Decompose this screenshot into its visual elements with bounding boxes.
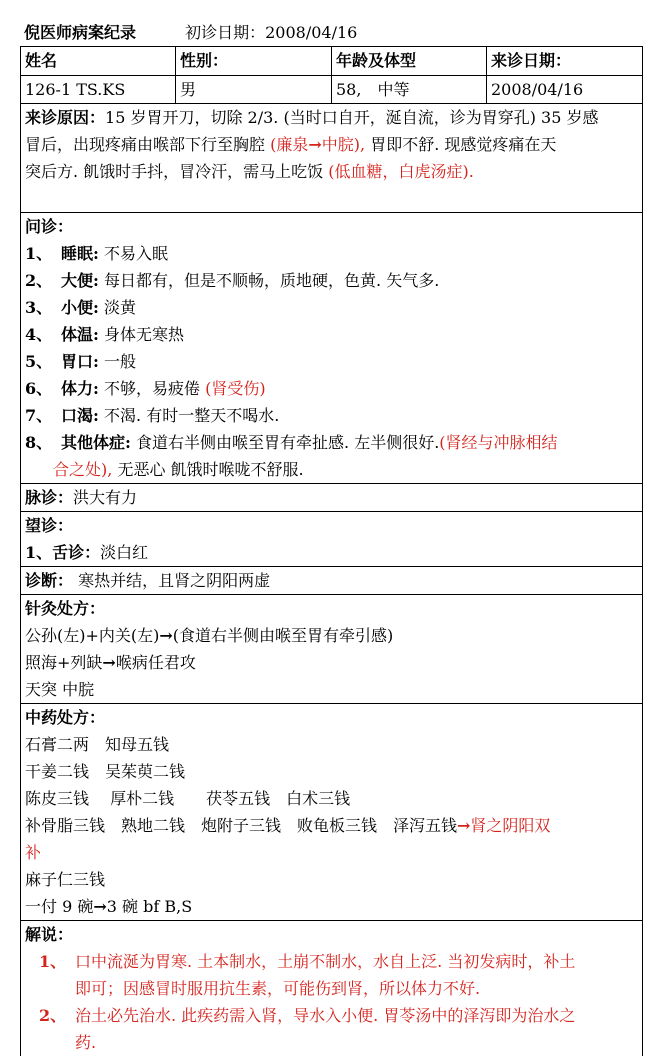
inquiry-item-8-cont bbox=[25, 456, 638, 483]
item-value: 淡黄 bbox=[104, 298, 136, 317]
item-text-cont: 即可；因感冒时服用抗生素，可能伤到肾，所以体力不好. bbox=[25, 975, 638, 1002]
item-note: (肾经与冲脉相结 bbox=[439, 433, 557, 452]
inquiry-title: 问诊： bbox=[25, 213, 638, 240]
herbs-line4c: 补 bbox=[25, 839, 638, 866]
item-key: 睡眠: bbox=[61, 244, 99, 263]
reason-line3b: (低血糖，白虎汤症). bbox=[328, 162, 474, 181]
acu-line3: 天突 中脘 bbox=[25, 676, 638, 703]
herbs-line6b: 3 碗 bf B,S bbox=[107, 897, 192, 916]
item-key: 体温: bbox=[61, 325, 99, 344]
item-value: 不易入眠 bbox=[104, 244, 168, 263]
reason-section bbox=[25, 104, 638, 185]
explanation-item-2 bbox=[25, 1002, 638, 1029]
item-content bbox=[51, 321, 638, 348]
right-arrow-icon: → bbox=[93, 897, 106, 916]
item-content bbox=[51, 267, 638, 294]
right-arrow-icon: → bbox=[308, 135, 321, 154]
acupuncture-title: 针灸处方： bbox=[25, 595, 638, 622]
visit-date-header: 来诊日期： bbox=[487, 47, 643, 76]
reason-label: 来诊原因： bbox=[25, 108, 105, 127]
age-value: 58, 中等 bbox=[332, 76, 487, 104]
right-arrow-icon: → bbox=[102, 653, 115, 672]
item-text-cont: 药. bbox=[25, 1029, 638, 1056]
item-note: (肾受伤) bbox=[205, 379, 266, 398]
explanation-title: 解说： bbox=[25, 921, 638, 948]
herbs-line2: 干姜二钱 吴茱萸二钱 bbox=[25, 758, 638, 785]
item-text: 口中流涎为胃寒. 土本制水，土崩不制水，水自上泛. 当初发病时，补土 bbox=[75, 948, 638, 975]
acu-line1a: 公孙(左)+内关(左) bbox=[25, 626, 159, 645]
item-number: 1、 bbox=[25, 240, 51, 267]
item-content bbox=[51, 348, 638, 375]
herbs-row bbox=[21, 704, 643, 921]
document-header bbox=[20, 20, 642, 46]
reason-row bbox=[21, 104, 643, 213]
item-key: 体力: bbox=[61, 379, 99, 398]
item-number: 1、 bbox=[25, 948, 75, 975]
item-key: 小便: bbox=[61, 298, 99, 317]
visit-date-value: 2008/04/16 bbox=[487, 76, 643, 104]
inquiry-row bbox=[21, 213, 643, 484]
reason-line2b: (廉泉 bbox=[270, 135, 308, 154]
explanation-section bbox=[25, 921, 638, 1056]
item-key: 口渴: bbox=[61, 406, 99, 425]
observation-row bbox=[21, 512, 643, 567]
item-value-cont: 无恶心 飢饿时喉咙不舒服. bbox=[117, 460, 303, 479]
item-text: 治土必先治水. 此疾药需入肾，导水入小便. 胃苓汤中的泽泻即为治水之 bbox=[75, 1002, 638, 1029]
inquiry-item-2 bbox=[25, 267, 638, 294]
item-value: 每日都有，但是不顺畅，质地硬，色黄. 矢气多. bbox=[104, 271, 439, 290]
right-arrow-icon: → bbox=[159, 626, 172, 645]
item-content bbox=[51, 375, 638, 402]
herbs-line3: 陈皮三钱 厚朴二钱 茯苓五钱 白术三钱 bbox=[25, 785, 638, 812]
item-number: 4、 bbox=[25, 321, 51, 348]
diagnosis-value: 寒热并结，且肾之阴阳两虚 bbox=[78, 571, 270, 590]
explanation-row bbox=[21, 921, 643, 1056]
acu-line2a: 照海+列缺 bbox=[25, 653, 102, 672]
inquiry-item-4 bbox=[25, 321, 638, 348]
acu-line1b: (食道右半侧由喉至胃有牵引感) bbox=[173, 626, 394, 645]
item-content bbox=[51, 402, 638, 429]
record-title: 倪医师病案纪录 bbox=[24, 23, 136, 42]
item-content bbox=[51, 294, 638, 321]
inquiry-list bbox=[25, 240, 638, 429]
diagnosis-label: 诊断： bbox=[25, 571, 73, 590]
reason-line1: 15 岁胃开刀，切除 2/3. (当时口自开，涎自流，诊为胃穿孔) 35 岁感 bbox=[105, 108, 598, 127]
tongue-label: 1、舌诊： bbox=[25, 543, 100, 562]
observation-title: 望诊： bbox=[25, 512, 638, 539]
pulse-row bbox=[21, 484, 643, 512]
inquiry-item-3 bbox=[25, 294, 638, 321]
info-header-row bbox=[21, 47, 643, 76]
item-value: 不够，易疲倦 bbox=[104, 379, 200, 398]
name-header: 姓名 bbox=[21, 47, 176, 76]
item-number: 2、 bbox=[25, 267, 51, 294]
item-content bbox=[51, 240, 638, 267]
item-number: 8、 bbox=[25, 429, 51, 456]
herbs-line6a: 一付 9 碗 bbox=[25, 897, 93, 916]
herbs-title: 中药处方： bbox=[25, 704, 638, 731]
acu-line2b: 喉病任君攻 bbox=[116, 653, 196, 672]
acupuncture-row bbox=[21, 595, 643, 704]
herbs-line5: 麻子仁三钱 bbox=[25, 866, 638, 893]
item-key: 其他体症: bbox=[61, 433, 131, 452]
item-key: 胃口: bbox=[61, 352, 99, 371]
item-number: 2、 bbox=[25, 1002, 75, 1029]
herbs-line4a: 补骨脂三钱 熟地二钱 炮附子三钱 败龟板三钱 泽泻五钱 bbox=[25, 816, 457, 835]
age-header: 年龄及体型 bbox=[332, 47, 487, 76]
reason-line2d: 胃即不舒. 现感觉疼痛在天 bbox=[370, 135, 556, 154]
item-value: 一般 bbox=[104, 352, 136, 371]
reason-line2a: 冒后，出现疼痛由喉部下行至胸腔 bbox=[25, 135, 265, 154]
reason-line3a: 突后方. 飢饿时手抖，冒冷汗，需马上吃饭 bbox=[25, 162, 323, 181]
item-content bbox=[51, 429, 638, 456]
sex-value: 男 bbox=[176, 76, 332, 104]
tongue-value: 淡白红 bbox=[100, 543, 148, 562]
reason-line2c: 中脘), bbox=[322, 135, 365, 154]
inquiry-item-1 bbox=[25, 240, 638, 267]
item-value: 食道右半侧由喉至胃有牵扯感. 左半侧很好. bbox=[136, 433, 439, 452]
inquiry-section bbox=[25, 213, 638, 483]
item-value: 身体无寒热 bbox=[104, 325, 184, 344]
explanation-item-1 bbox=[25, 948, 638, 975]
item-key: 大便: bbox=[61, 271, 99, 290]
pulse-value: 洪大有力 bbox=[73, 488, 137, 507]
item-number: 5、 bbox=[25, 348, 51, 375]
right-arrow-icon: → bbox=[457, 816, 470, 835]
pulse-label: 脉诊： bbox=[25, 488, 73, 507]
inquiry-item-5 bbox=[25, 348, 638, 375]
herbs-line4b: 肾之阴阳双 bbox=[470, 816, 550, 835]
medical-record-document bbox=[20, 20, 642, 1056]
sex-header: 性别： bbox=[176, 47, 332, 76]
item-value: 不渴. 有时一整天不喝水. bbox=[104, 406, 279, 425]
item-note-cont: 合之处), bbox=[53, 460, 112, 479]
record-table bbox=[20, 46, 643, 1056]
inquiry-item-6 bbox=[25, 375, 638, 402]
info-value-row bbox=[21, 76, 643, 104]
item-number: 3、 bbox=[25, 294, 51, 321]
first-visit-date: 初诊日期：2008/04/16 bbox=[185, 23, 357, 42]
herbs-line1: 石膏二两 知母五钱 bbox=[25, 731, 638, 758]
name-value: 126-1 TS.KS bbox=[21, 76, 176, 104]
inquiry-item-8 bbox=[25, 429, 638, 456]
inquiry-item-7 bbox=[25, 402, 638, 429]
item-number: 7、 bbox=[25, 402, 51, 429]
diagnosis-row bbox=[21, 567, 643, 595]
item-number: 6、 bbox=[25, 375, 51, 402]
